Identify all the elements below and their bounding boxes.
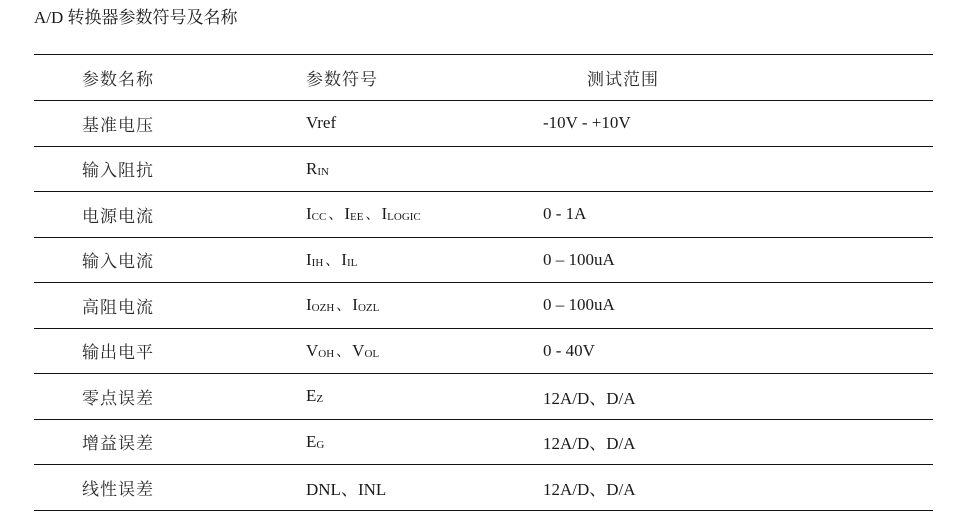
symbol-base: R	[306, 158, 318, 178]
symbol-separator: 、	[336, 298, 351, 315]
symbol-base: I	[341, 249, 347, 269]
symbol-subscript: G	[316, 438, 325, 451]
symbol-base: I	[352, 295, 358, 315]
table-row	[34, 283, 933, 329]
table-row	[34, 101, 933, 147]
table-row	[34, 465, 933, 511]
table-row	[34, 192, 933, 238]
symbol-base: I	[306, 204, 312, 224]
param-name-cell: 高阻电流	[34, 283, 306, 329]
param-name-cell: 线性误差	[34, 465, 306, 511]
test-range-cell: -10V - +10V	[543, 101, 933, 147]
symbol-separator: 、	[336, 343, 351, 360]
symbol-subscript: OZH	[311, 302, 335, 315]
param-symbol-cell	[306, 237, 543, 283]
param-name-cell: 零点误差	[34, 374, 306, 420]
param-symbol-cell	[306, 419, 543, 465]
table-caption: A/D 转换器参数符号及名称	[34, 8, 238, 27]
test-range-cell: 0 - 1A	[543, 192, 933, 238]
symbol-subscript: EE	[350, 211, 364, 224]
symbol-subscript: OL	[364, 347, 380, 360]
symbol-subscript: CC	[311, 211, 327, 224]
symbol-base: I	[344, 204, 351, 224]
symbol-base: Vref	[306, 113, 337, 133]
param-symbol-cell	[306, 146, 543, 192]
parameter-table	[34, 54, 933, 511]
test-range-cell: 12A/D、D/A	[543, 419, 933, 465]
symbol-subscript: LOGIC	[387, 211, 421, 224]
param-name-cell: 输出电平	[34, 328, 306, 374]
table-body	[34, 101, 933, 511]
symbol-subscript: IH	[311, 256, 324, 269]
param-name-cell: 输入电流	[34, 237, 306, 283]
symbol-base: E	[306, 386, 317, 406]
header-param-symbol: 参数符号	[306, 55, 543, 101]
test-range-cell: 0 – 100uA	[543, 283, 933, 329]
test-range-cell: 0 - 40V	[543, 328, 933, 374]
table-row	[34, 419, 933, 465]
table-header-row	[34, 55, 933, 101]
table-row	[34, 374, 933, 420]
table-row	[34, 237, 933, 283]
symbol-base: DNL、INL	[306, 479, 387, 499]
symbol-base: I	[306, 249, 312, 269]
symbol-base: V	[306, 340, 319, 360]
symbol-subscript: IN	[317, 165, 329, 178]
symbol-base: V	[352, 340, 365, 360]
symbol-separator: 、	[328, 207, 343, 224]
test-range-cell: 0 – 100uA	[543, 237, 933, 283]
param-symbol-cell	[306, 465, 543, 511]
test-range-cell: 12A/D、D/A	[543, 465, 933, 511]
symbol-separator: 、	[365, 207, 380, 224]
symbol-subscript: IL	[346, 256, 358, 269]
symbol-base: E	[306, 431, 317, 451]
param-name-cell: 输入阻抗	[34, 146, 306, 192]
param-name-cell: 增益误差	[34, 419, 306, 465]
param-symbol-cell	[306, 328, 543, 374]
symbol-separator: 、	[325, 252, 340, 269]
param-symbol-cell	[306, 192, 543, 238]
symbol-subscript: OH	[318, 347, 335, 360]
param-symbol-cell	[306, 374, 543, 420]
symbol-subscript: Z	[316, 393, 324, 406]
param-name-cell: 电源电流	[34, 192, 306, 238]
param-symbol-cell	[306, 283, 543, 329]
header-param-name: 参数名称	[34, 55, 306, 101]
table-row	[34, 146, 933, 192]
param-symbol-cell	[306, 101, 543, 147]
header-test-range: 测试范围	[543, 55, 933, 101]
table-row	[34, 328, 933, 374]
symbol-base: I	[306, 295, 312, 315]
test-range-cell	[543, 146, 933, 192]
symbol-subscript: OZL	[357, 302, 380, 315]
test-range-cell: 12A/D、D/A	[543, 374, 933, 420]
param-name-cell: 基准电压	[34, 101, 306, 147]
symbol-base: I	[381, 204, 388, 224]
